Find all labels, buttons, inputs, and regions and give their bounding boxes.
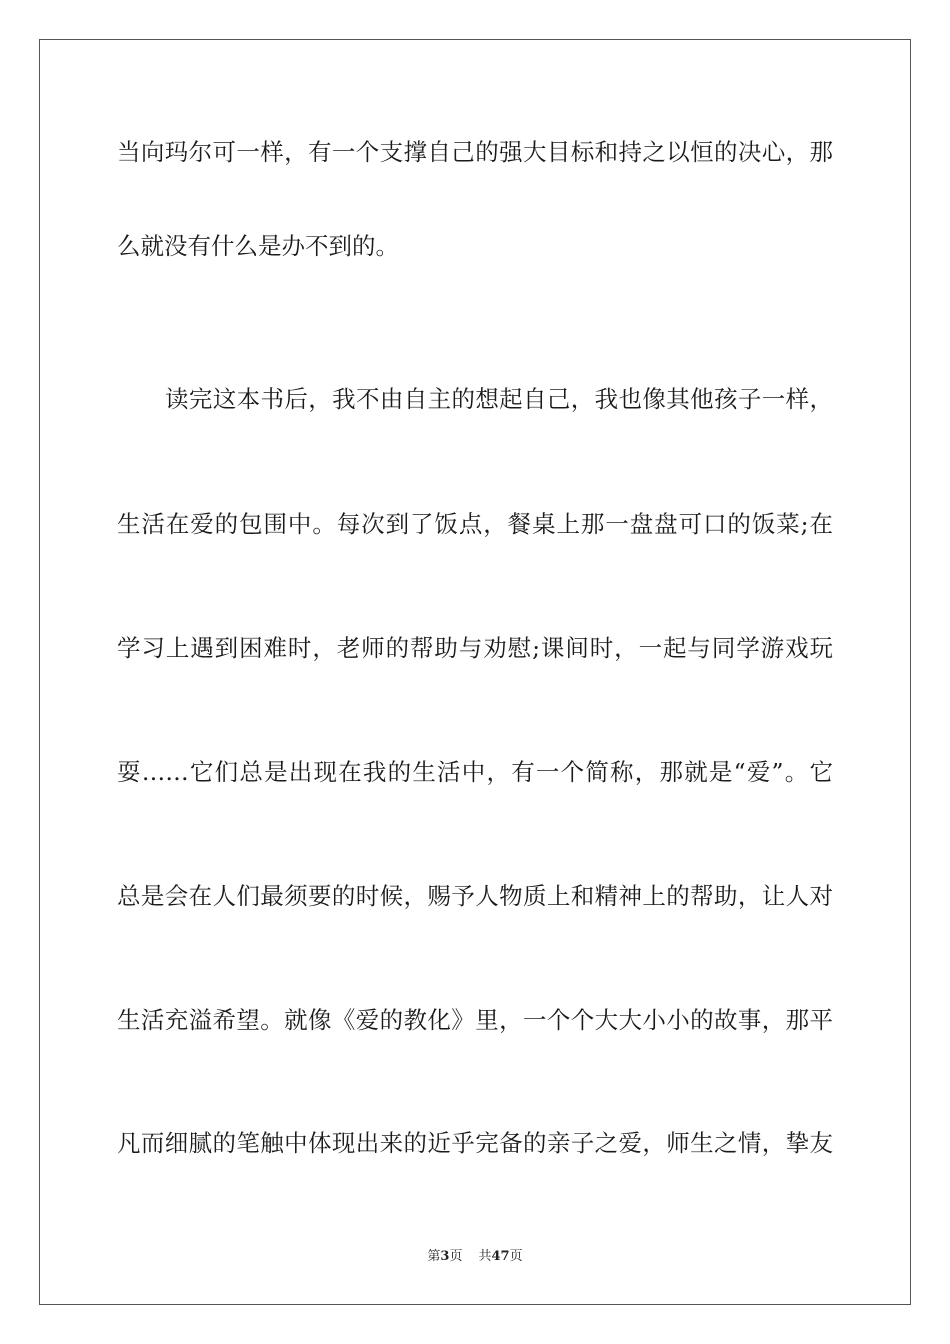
text-line-9: 凡而细腻的笔触中体现出来的近乎完备的亲子之爱，师生之情，挚友 bbox=[117, 1129, 833, 1157]
page-prefix: 第 bbox=[427, 1249, 441, 1264]
text-line-1: 当向玛尔可一样，有一个支撑自己的强大目标和持之以恒的决心，那 bbox=[117, 138, 833, 166]
text-line-7: 总是会在人们最须要的时候，赐予人物质上和精神上的帮助，让人对 bbox=[117, 882, 833, 910]
total-pages: 47 bbox=[491, 1249, 510, 1264]
text-line-8: 生活充溢希望。就像《爱的教化》里，一个个大大小小的故事，那平 bbox=[117, 1006, 833, 1034]
text-line-4: 生活在爱的包围中。每次到了饭点，餐桌上那一盘盘可口的饭菜;在 bbox=[117, 510, 833, 538]
text-line-2: 么就没有什么是办不到的。 bbox=[117, 232, 399, 260]
page-border bbox=[39, 39, 911, 1305]
text-line-3: 读完这本书后，我不由自主的想起自己，我也像其他孩子一样， bbox=[165, 385, 833, 413]
page-number: 3 bbox=[440, 1249, 450, 1264]
total-prefix: 共 bbox=[478, 1249, 492, 1264]
text-line-6: 耍……它们总是出现在我的生活中，有一个简称，那就是“爱”。它 bbox=[117, 758, 833, 786]
text-line-5: 学习上遇到困难时，老师的帮助与劝慰;课间时，一起与同学游戏玩 bbox=[117, 634, 833, 662]
total-suffix: 页 bbox=[509, 1249, 523, 1264]
page-footer bbox=[0, 1248, 950, 1266]
page-suffix: 页 bbox=[449, 1249, 463, 1264]
